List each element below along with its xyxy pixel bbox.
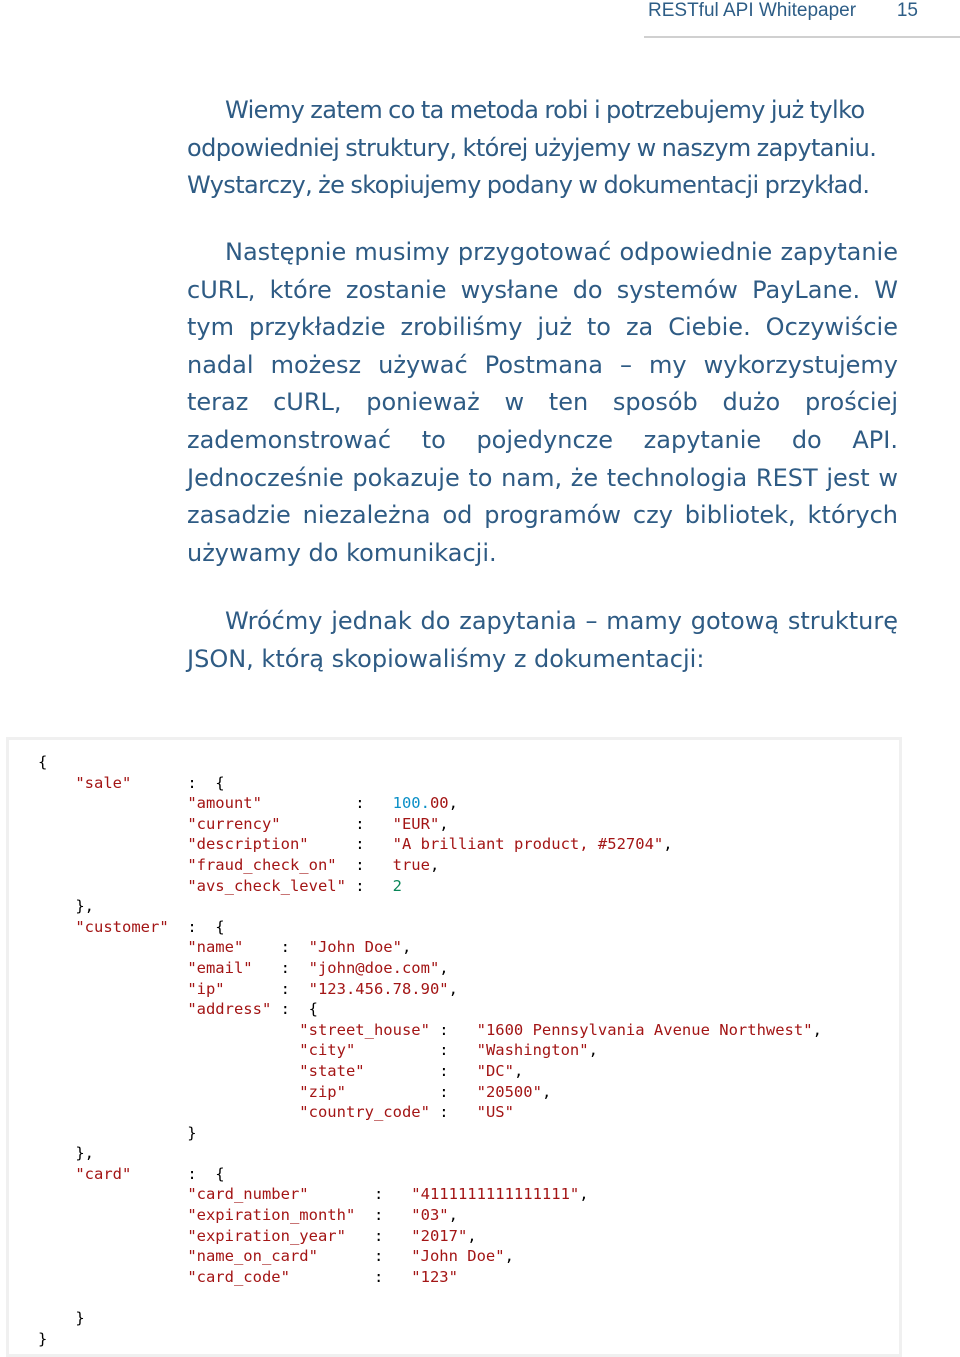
paragraph-curl: Następnie musimy przygotować odpowiednie zapytanie cURL, które zostanie wysłane do systemów PayLane. W tym przykładzie zrobiliśmy już to za Ciebie. Oczywiście nadal możesz używać Postmana – my wykorzystujemy teraz cURL, ponieważ w ten sposób dużo prościej zademonstrować to pojedyncze zapytanie do API. Jednocześnie pokazuje to nam, że technologia REST jest w zasadzie niezależna od programów czy bibliotek, których używamy do komunikacji. bbox=[187, 238, 898, 567]
code-key: "fraud_check_on" bbox=[187, 855, 356, 874]
code-value: "John Doe" bbox=[308, 938, 402, 957]
code-key: "card_code" bbox=[187, 1267, 374, 1286]
code-value: "123.456.78.90" bbox=[308, 979, 449, 998]
code-key-address: "address" bbox=[187, 1000, 281, 1019]
code-value: "DC" bbox=[476, 1061, 514, 1080]
code-value: "john@doe.com" bbox=[308, 958, 440, 977]
code-key: "description" bbox=[187, 835, 356, 854]
json-code: { "sale" : { "amount" : 100.00, "currency" : "EUR", "description" : "A brilliant product, #52704", "fraud_check_on" : true, "avs_check_level" : 2 }, "customer" : { "name" : "John Doe", "email" : "john@doe.com", "ip" : "123.456.78.90", "address" : { "street_house" : "1600 Pennsylvania Avenue Northwest", "city" : "Washington", "state" : "DC", "zip" : "20500", "country_code" : "US" } }, "card" : { "card_number" : "4111111111111111", "expiration_month" : "03", "expiration_year" : "2017", "name_on_card" : "John Doe", "card_code" : "123" } } bbox=[38, 753, 822, 1348]
code-key: "currency" bbox=[187, 814, 356, 833]
code-key: "email" bbox=[187, 958, 281, 977]
code-key: "amount" bbox=[187, 794, 356, 813]
code-value: "A brilliant product, #52704" bbox=[392, 835, 664, 854]
page-header bbox=[644, 0, 960, 38]
code-value: "1600 Pennsylvania Avenue Northwest" bbox=[476, 1020, 813, 1039]
code-key: "card_number" bbox=[187, 1185, 374, 1204]
code-key: "state" bbox=[299, 1061, 440, 1080]
code-key: "street_house" bbox=[299, 1020, 440, 1039]
code-key: "expiration_month" bbox=[187, 1206, 374, 1225]
code-key-customer: "customer" bbox=[75, 917, 188, 936]
code-value: true bbox=[392, 855, 430, 874]
code-key: "avs_check_level" bbox=[187, 876, 356, 895]
code-value: "03" bbox=[411, 1206, 449, 1225]
code-key: "expiration_year" bbox=[187, 1226, 374, 1245]
code-value: 2 bbox=[392, 876, 402, 895]
paragraph-intro: Wiemy zatem co ta metoda robi i potrzebujemy już tylko odpowiedniej struktury, której użyjemy w naszym zapytaniu. Wystarczy, że skopiujemy podany w dokumentacji przykład. bbox=[187, 96, 877, 200]
code-value: "20500" bbox=[476, 1082, 542, 1101]
paragraph-json: Wróćmy jednak do zapytania – mamy gotową strukturę JSON, którą skopiowaliśmy z dokumentacji: bbox=[187, 607, 898, 673]
code-key: "ip" bbox=[187, 979, 281, 998]
code-key: "name_on_card" bbox=[187, 1247, 374, 1266]
code-value: "EUR" bbox=[392, 814, 440, 833]
code-key: "zip" bbox=[299, 1082, 440, 1101]
code-key: "name" bbox=[187, 938, 281, 957]
code-value: "4111111111111111" bbox=[411, 1185, 580, 1204]
document-title: RESTful API Whitepaper bbox=[648, 0, 857, 21]
code-value: "123" bbox=[411, 1267, 458, 1286]
code-key-card: "card" bbox=[75, 1164, 188, 1183]
code-key: "country_code" bbox=[299, 1103, 440, 1122]
code-key-sale: "sale" bbox=[75, 773, 188, 792]
json-code-block bbox=[6, 737, 902, 1357]
code-value: "US" bbox=[476, 1103, 514, 1122]
code-key: "city" bbox=[299, 1041, 440, 1060]
code-value: "2017" bbox=[411, 1226, 468, 1245]
code-value: 100.00 bbox=[392, 794, 449, 813]
page-number: 15 bbox=[896, 0, 918, 21]
code-value: "John Doe" bbox=[411, 1247, 505, 1266]
code-value: "Washington" bbox=[476, 1041, 589, 1060]
